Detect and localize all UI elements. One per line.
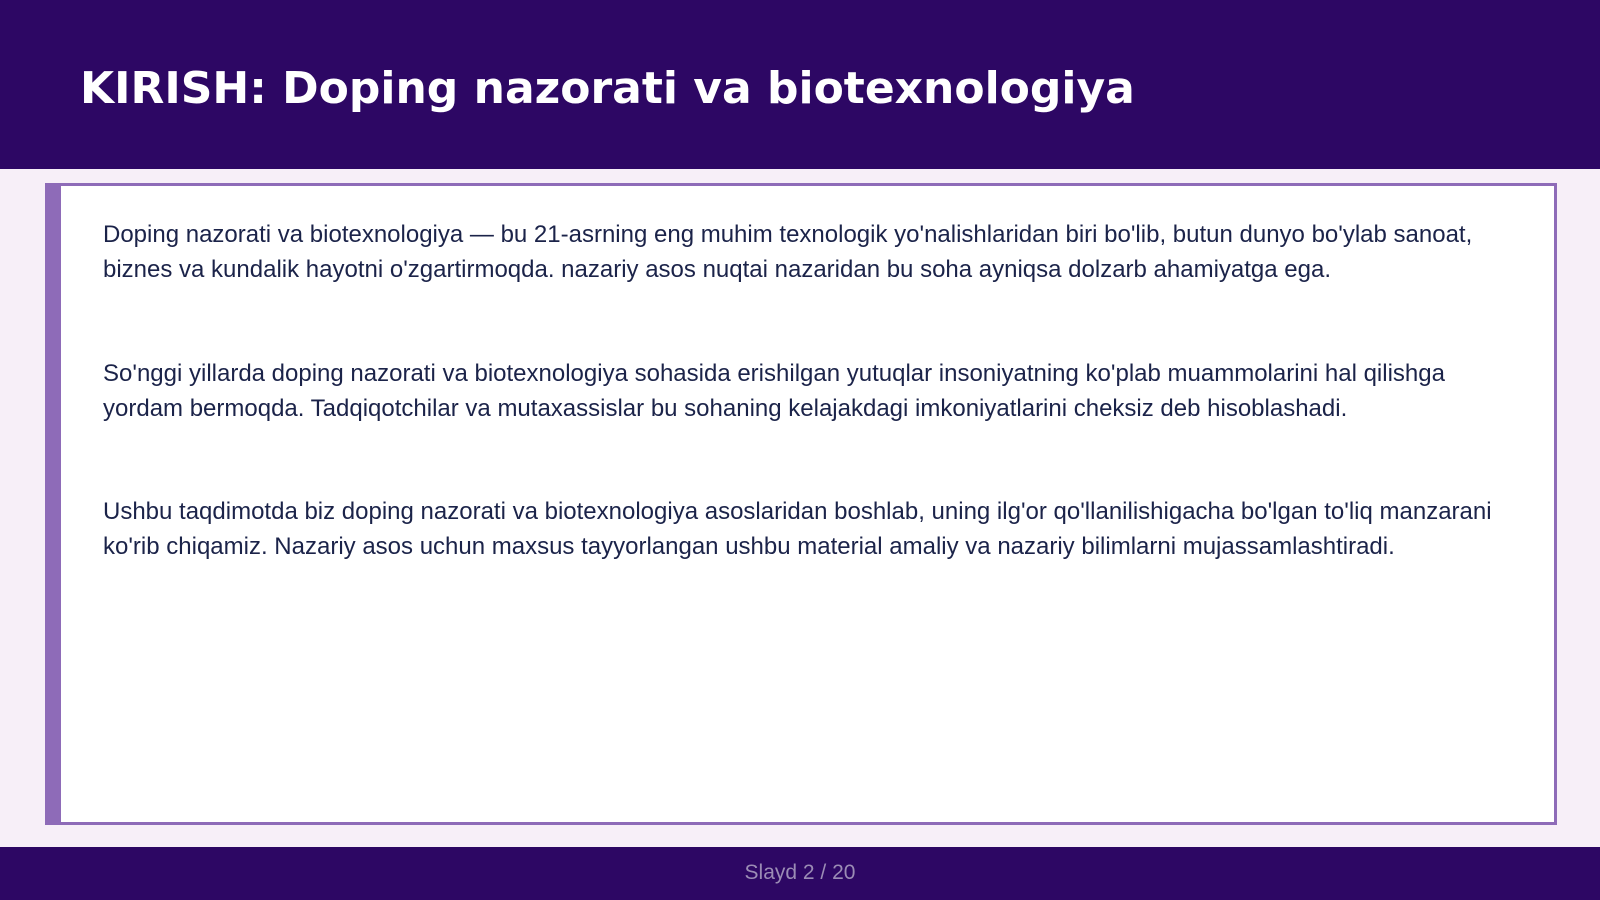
slide-header	[0, 0, 1600, 169]
paragraph-introduction: Doping nazorati va biotexnologiya — bu 21-asrning eng muhim texnologik yo'nalishlaridan biri bo'lib, butun dunyo bo'ylab sanoat, biznes va kundalik hayotni o'zgartirmoqda. nazariy asos nuqtai nazaridan bu soha ayniqsa dolzarb ahamiyatga ega.	[103, 221, 1473, 283]
slide-counter: Slayd 2 / 20	[744, 861, 856, 884]
slide-footer	[0, 847, 1600, 900]
paragraph-achievements: So'nggi yillarda doping nazorati va biotexnologiya sohasida erishilgan yutuqlar insoniyatning ko'plab muammolarini hal qilishga yordam bermoqda. Tadqiqotchilar va mutaxassislar bu sohaning kelajakdagi imkoniyatlarini cheksiz deb hisoblashadi.	[103, 360, 1445, 422]
paragraph-presentation-overview: Ushbu taqdimotda biz doping nazorati va biotexnologiya asoslaridan boshlab, uning ilg'or qo'llanilishigacha bo'lgan to'liq manzarani ko'rib chiqamiz. Nazariy asos uchun maxsus tayyorlangan ushbu material amaliy va nazariy bilimlarni mujassamlashtiradi.	[103, 498, 1492, 560]
content-panel	[45, 183, 1557, 825]
slide-title: KIRISH: Doping nazorati va biotexnologiya	[80, 63, 1135, 114]
